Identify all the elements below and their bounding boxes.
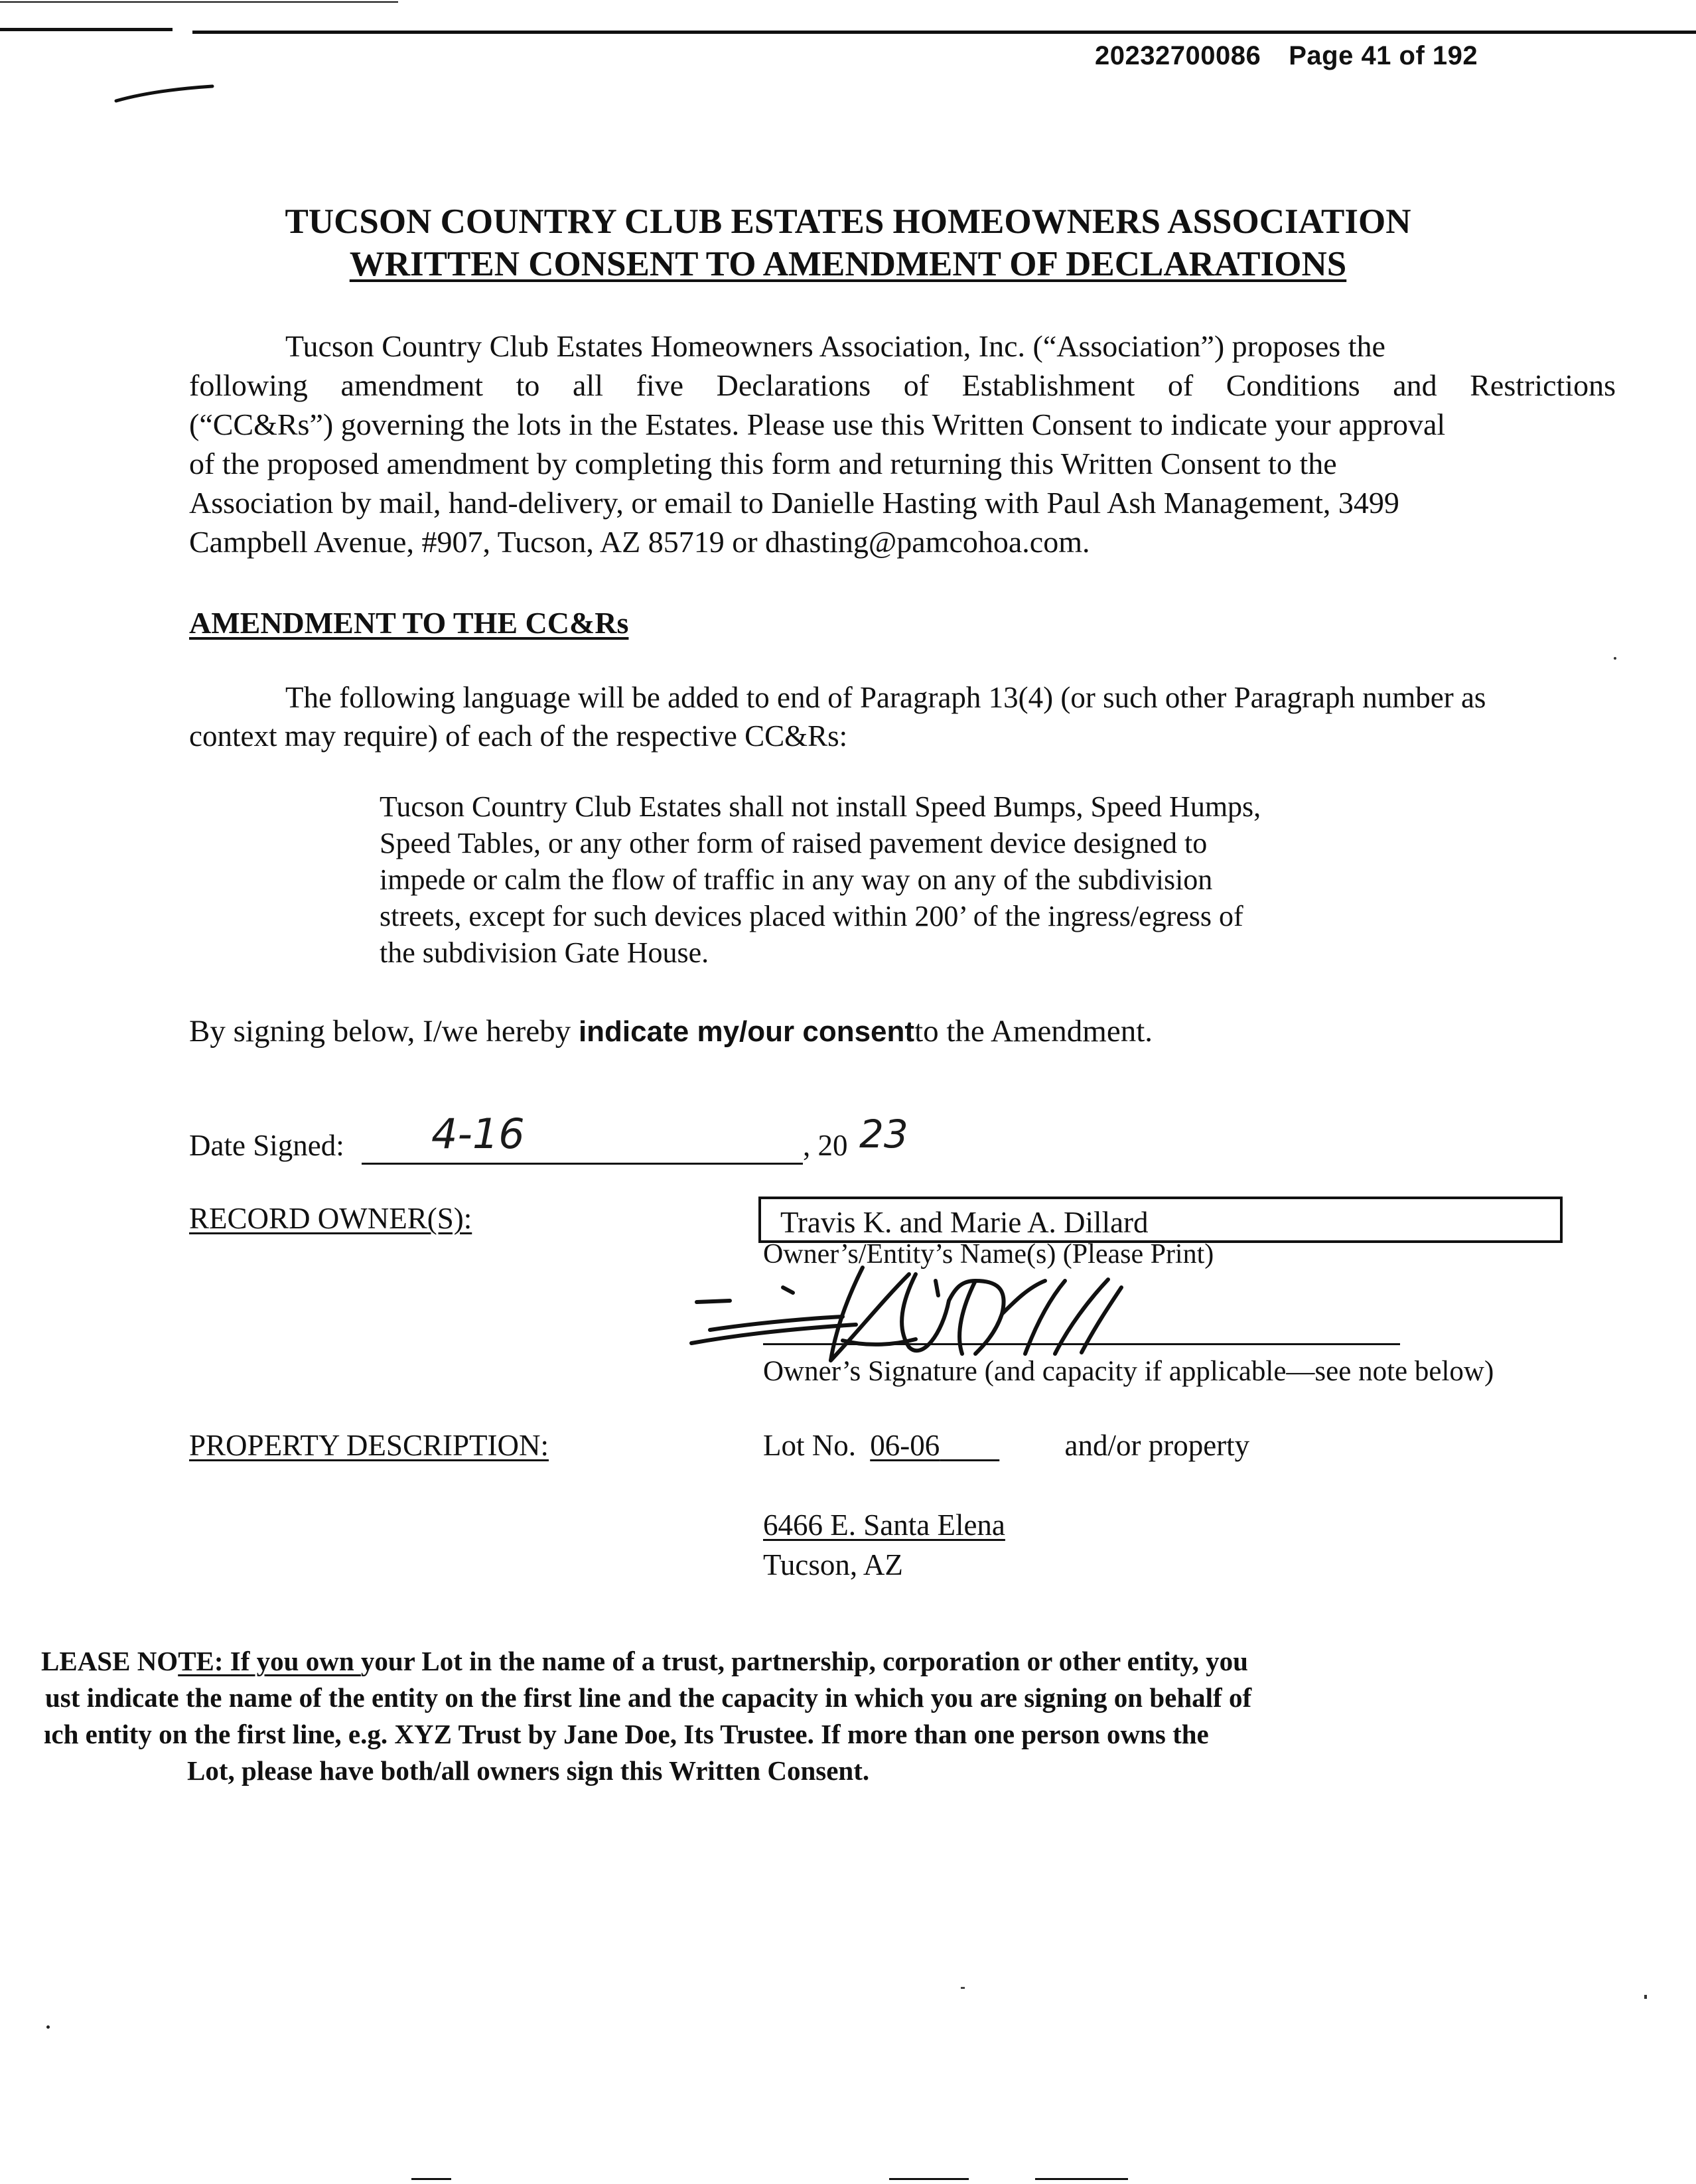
lot-number-text: 06-06 [870, 1429, 940, 1462]
bottom-edge-fragment [889, 2178, 969, 2180]
lot-number-row [763, 1428, 1249, 1463]
property-address-line1: 6466 E. Santa Elena [763, 1508, 1005, 1542]
lot-number-prefix: Lot No. [763, 1429, 856, 1462]
consent-suffix: to the Amendment. [914, 1014, 1153, 1049]
consent-statement [189, 1013, 1153, 1049]
scan-speck [1644, 1995, 1647, 1999]
intro-line: (“CC&Rs”) governing the lots in the Estates. Please use this Written Consent to indicate your approval [189, 407, 1446, 441]
intro-line: Tucson Country Club Estates Homeowners Association, Inc. (“Association”) proposes the [285, 329, 1385, 363]
property-description-label: PROPERTY DESCRIPTION: [189, 1429, 549, 1462]
note-line1-b: TE: If you own [178, 1646, 361, 1676]
scan-speck [961, 1987, 965, 1989]
intro-line: following amendment to all five Declarations of Establishment of Conditions and Restrictions [189, 368, 1616, 402]
signature-caption: Owner’s Signature (and capacity if applicable—see note below) [763, 1356, 1494, 1387]
intro-line: Campbell Avenue, #907, Tucson, AZ 85719 or dhasting@pamcohoa.com. [189, 525, 1090, 559]
note-line1-a: LEASE NO [41, 1646, 178, 1676]
note-line: ıch entity on the first line, e.g. XYZ Trust by Jane Doe, Its Trustee. If more than one person owns the [44, 1719, 1209, 1749]
bottom-edge-fragment [411, 2178, 451, 2180]
lot-number-suffix: and/or property [1064, 1429, 1250, 1462]
amendment-text-line: Speed Tables, or any other form of raised pavement device designed to [380, 827, 1208, 859]
document-header [1095, 41, 1478, 71]
owner-name-caption: Owner’s/Entity’s Name(s) (Please Print) [763, 1239, 1214, 1270]
date-signed-year-prefix: , 20 [803, 1129, 848, 1162]
top-edge-rule-left [0, 28, 173, 31]
top-edge-rule-thin [0, 1, 398, 3]
amendment-text-line: streets, except for such devices placed within 200’ of the ingress/egress of [380, 900, 1243, 932]
top-edge-rule-right [192, 31, 1696, 34]
note-line: ust indicate the name of the entity on the first line and the capacity in which you are signing on behalf of [45, 1682, 1252, 1713]
intro-line: Association by mail, hand-delivery, or email to Danielle Hasting with Paul Ash Management, 3499 [189, 486, 1399, 520]
amendment-text-line: the subdivision Gate House. [380, 936, 709, 969]
note-line [0, 1643, 1696, 1680]
scan-stroke-mark [113, 78, 219, 105]
please-note [0, 1643, 1696, 1789]
date-signed-line [362, 1163, 803, 1165]
property-address-line2: Tucson, AZ [763, 1548, 903, 1581]
amendment-text [380, 788, 1362, 971]
amendment-intro-line: context may require) of each of the respective CC&Rs: [189, 719, 848, 753]
note-line1-c: your Lot in the name of a trust, partnership, corporation or other entity, you [360, 1646, 1248, 1676]
intro-line: of the proposed amendment by completing this form and returning this Written Consent to the [189, 447, 1337, 480]
amendment-heading: AMENDMENT TO THE CC&Rs [189, 606, 629, 640]
amendment-intro-line: The following language will be added to end of Paragraph 13(4) (or such other Paragraph number as [285, 681, 1486, 714]
page-label: Page 41 of 192 [1289, 41, 1478, 70]
document-subtitle-text: WRITTEN CONSENT TO AMENDMENT OF DECLARATIONS [349, 245, 1347, 283]
scan-speck [1614, 657, 1616, 660]
consent-prefix: By signing below, I/we hereby [189, 1014, 579, 1049]
owner-signature-icon[interactable] [683, 1261, 1161, 1367]
date-signed-value[interactable]: 4-16 [431, 1110, 525, 1158]
amendment-intro [189, 678, 1616, 755]
lot-number-value[interactable] [870, 1428, 1049, 1463]
document-subtitle [0, 244, 1696, 284]
date-signed-label: Date Signed: [189, 1129, 344, 1162]
consent-bold: indicate my/our consent [578, 1015, 915, 1048]
amendment-text-line: Tucson Country Club Estates shall not install Speed Bumps, Speed Humps, [380, 790, 1261, 823]
record-owner-label: RECORD OWNER(S): [189, 1202, 472, 1235]
intro-paragraph [189, 327, 1616, 561]
bottom-edge-fragment [1035, 2178, 1128, 2180]
date-signed-year-value[interactable]: 23 [859, 1112, 908, 1157]
amendment-text-line: impede or calm the flow of traffic in any way on any of the subdivision [380, 863, 1213, 896]
scan-speck [46, 2025, 50, 2029]
document-number: 20232700086 [1095, 41, 1261, 70]
note-line: Lot, please have both/all owners sign this Written Consent. [187, 1755, 870, 1786]
document-title: TUCSON COUNTRY CLUB ESTATES HOMEOWNERS ASSOCIATION [285, 202, 1411, 241]
owner-name-value: Travis K. and Marie A. Dillard [780, 1206, 1149, 1239]
